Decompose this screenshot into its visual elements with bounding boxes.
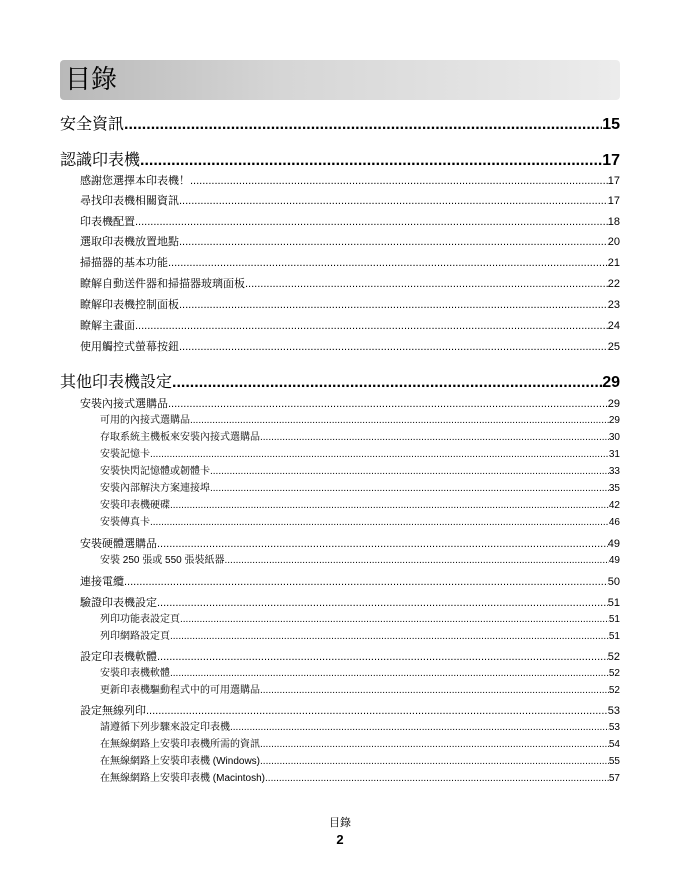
toc-entry[interactable] — [100, 431, 620, 444]
toc-entry[interactable] — [80, 340, 620, 354]
toc-entry-label: 認識印表機 — [60, 150, 141, 169]
toc-leader-dots — [168, 397, 608, 411]
toc-entry-page: 54 — [608, 739, 620, 750]
toc-entry[interactable] — [80, 650, 620, 664]
toc-entry-label: 列印網路設定頁 — [100, 631, 170, 642]
footer-section-label: 目錄 — [329, 816, 351, 829]
toc-entry-label: 安全資訊 — [60, 114, 125, 133]
toc-leader-dots — [135, 319, 608, 333]
toc-leader-dots — [124, 115, 602, 134]
toc-entry-page: 29 — [602, 374, 620, 391]
toc-entry[interactable] — [80, 256, 620, 270]
toc-leader-dots — [245, 277, 608, 291]
toc-entry[interactable] — [100, 516, 620, 529]
toc-entry-label: 列印功能表設定頁 — [100, 614, 180, 625]
toc-entry[interactable] — [100, 499, 620, 512]
toc-entry[interactable] — [100, 482, 620, 495]
toc-entry-page: 17 — [607, 195, 620, 207]
toc-leader-dots — [150, 516, 609, 529]
toc-leader-dots — [157, 650, 608, 664]
toc-entry-page: 46 — [608, 517, 620, 528]
toc-entry-page: 51 — [607, 597, 620, 609]
toc-entry[interactable] — [100, 448, 620, 461]
toc-leader-dots — [150, 448, 609, 461]
toc-leader-dots — [124, 575, 608, 589]
footer-page-number: 2 — [336, 832, 344, 847]
toc-entry[interactable] — [80, 277, 620, 291]
toc-entry-page: 53 — [607, 705, 620, 717]
toc-entry-page: 29 — [608, 415, 620, 426]
toc-entry-page: 17 — [602, 152, 620, 169]
toc-entry[interactable] — [80, 575, 620, 589]
toc-entry-page: 23 — [607, 299, 620, 311]
toc-entry-label: 瞭解自動送件器和掃描器玻璃面板 — [80, 278, 245, 290]
toc-leader-dots — [190, 174, 608, 188]
toc-entry-label: 安裝 250 張或 550 張裝紙器 — [100, 555, 225, 566]
toc-entry-label: 掃描器的基本功能 — [80, 257, 168, 269]
toc-entry-label: 連接電纜 — [80, 576, 124, 588]
toc-entry[interactable] — [80, 215, 620, 229]
toc-leader-dots — [170, 630, 609, 643]
toc-entry[interactable] — [80, 596, 620, 610]
toc-title-bar — [60, 60, 620, 100]
toc-entry-page: 25 — [607, 341, 620, 353]
toc-leader-dots — [179, 235, 608, 249]
toc-leader-dots — [140, 151, 602, 170]
toc-leader-dots — [224, 554, 608, 567]
toc-leader-dots — [170, 499, 609, 512]
toc-entry-label: 在無線網路上安裝印表機所需的資訊 — [100, 739, 260, 750]
toc-entry-label: 安裝印表機軟體 — [100, 668, 170, 679]
toc-leader-dots — [179, 194, 608, 208]
toc-entry-label: 可用的內接式選購品 — [100, 415, 190, 426]
toc-entry-page: 20 — [607, 236, 620, 248]
toc-entry[interactable] — [100, 772, 620, 785]
toc-entry-page: 31 — [608, 449, 620, 460]
toc-entry-label: 安裝印表機硬碟 — [100, 500, 170, 511]
toc-leader-dots — [135, 215, 608, 229]
toc-entry[interactable] — [100, 684, 620, 697]
toc-entry-label: 感謝您選擇本印表機！ — [80, 175, 190, 187]
toc-leader-dots — [180, 613, 609, 626]
toc-entry[interactable] — [100, 755, 620, 768]
page-title: 目錄 — [65, 65, 118, 95]
toc-leader-dots — [179, 340, 608, 354]
toc-entry-page: 51 — [608, 614, 620, 625]
toc-entry[interactable] — [60, 150, 620, 170]
toc-entry[interactable] — [80, 537, 620, 551]
toc-entry[interactable] — [100, 465, 620, 478]
toc-entry-page: 17 — [607, 175, 620, 187]
toc-entry-page: 21 — [607, 257, 620, 269]
toc-entry-label: 安裝硬體選購品 — [80, 538, 157, 550]
toc-entry-page: 15 — [602, 116, 620, 133]
toc-entry-page: 49 — [607, 538, 620, 550]
toc-entry-page: 52 — [608, 685, 620, 696]
toc-leader-dots — [146, 704, 608, 718]
toc-entry[interactable] — [80, 194, 620, 208]
toc-leader-dots — [157, 537, 608, 551]
toc-entry-label: 尋找印表機相關資訊 — [80, 195, 179, 207]
toc-entry-page: 22 — [607, 278, 620, 290]
toc-entry[interactable] — [60, 114, 620, 134]
toc-entry-label: 設定無線列印 — [80, 705, 146, 717]
toc-entry-page: 57 — [608, 773, 620, 784]
toc-entry[interactable] — [100, 721, 620, 734]
toc-entry-label: 在無線網路上安裝印表機 (Windows) — [100, 756, 261, 767]
toc-entry[interactable] — [100, 613, 620, 626]
toc-entry[interactable] — [100, 414, 620, 427]
toc-entry-page: 53 — [608, 722, 620, 733]
toc-entry-page: 52 — [608, 668, 620, 679]
toc-entry-page: 49 — [608, 555, 620, 566]
toc-entry-page: 51 — [608, 631, 620, 642]
toc-entry-label: 瞭解印表機控制面板 — [80, 299, 179, 311]
toc-entry-page: 29 — [607, 398, 620, 410]
toc-entry-page: 35 — [608, 483, 620, 494]
toc-leader-dots — [265, 772, 609, 785]
toc-leader-dots — [179, 298, 608, 312]
toc-entry-label: 瞭解主畫面 — [80, 320, 135, 332]
toc-entry[interactable] — [80, 235, 620, 249]
toc-entry-label: 安裝內接式選購品 — [80, 398, 168, 410]
toc-entry-label: 設定印表機軟體 — [80, 651, 157, 663]
toc-entry-page: 18 — [607, 216, 620, 228]
toc-entry-label: 選取印表機放置地點 — [80, 236, 179, 248]
toc-entry[interactable] — [80, 319, 620, 333]
toc-entry[interactable] — [100, 667, 620, 680]
toc-leader-dots — [172, 373, 602, 392]
toc-entry[interactable] — [80, 397, 620, 411]
toc-leader-dots — [260, 431, 609, 444]
toc-entry-label: 安裝傳真卡 — [100, 517, 150, 528]
toc-leader-dots — [190, 414, 609, 427]
toc-entry-label: 安裝內部解決方案連接埠 — [100, 483, 210, 494]
toc-entry-label: 請遵循下列步驟來設定印表機 — [100, 722, 230, 733]
toc-entry-label: 存取系統主機板來安裝內接式選購品 — [100, 432, 260, 443]
toc-leader-dots — [260, 755, 609, 768]
toc-entry-label: 安裝快閃記憶體或韌體卡 — [100, 466, 210, 477]
toc-entry-page: 50 — [607, 576, 620, 588]
toc-leader-dots — [260, 684, 609, 697]
toc-entry-page: 30 — [608, 432, 620, 443]
toc-entry-label: 使用觸控式螢幕按鈕 — [80, 341, 179, 353]
toc-entry-page: 24 — [607, 320, 620, 332]
toc-leader-dots — [260, 738, 609, 751]
toc-leader-dots — [170, 667, 609, 680]
toc-entry-label: 其他印表機設定 — [60, 372, 173, 391]
toc-entry-page: 52 — [607, 651, 620, 663]
toc-entry[interactable] — [100, 554, 620, 567]
toc-entry[interactable] — [80, 174, 620, 188]
toc-entry[interactable] — [60, 372, 620, 392]
toc-entry[interactable] — [80, 298, 620, 312]
toc-leader-dots — [230, 721, 609, 734]
toc-entry-label: 安裝記憶卡 — [100, 449, 150, 460]
toc-leader-dots — [168, 256, 608, 270]
toc-entry[interactable] — [80, 704, 620, 718]
toc-entry-label: 更新印表機驅動程式中的可用選購品 — [100, 685, 260, 696]
toc-entry-page: 42 — [608, 500, 620, 511]
toc-leader-dots — [157, 596, 608, 610]
toc-leader-dots — [210, 482, 609, 495]
toc-entry-label: 驗證印表機設定 — [80, 597, 157, 609]
toc-entry-label: 在無線網路上安裝印表機 (Macintosh) — [100, 773, 266, 784]
toc-entry-label: 印表機配置 — [80, 216, 135, 228]
toc-entry[interactable] — [100, 630, 620, 643]
toc-leader-dots — [210, 465, 609, 478]
toc-entry-page: 55 — [608, 756, 620, 767]
toc-entry-page: 33 — [608, 466, 620, 477]
toc-entry[interactable] — [100, 738, 620, 751]
